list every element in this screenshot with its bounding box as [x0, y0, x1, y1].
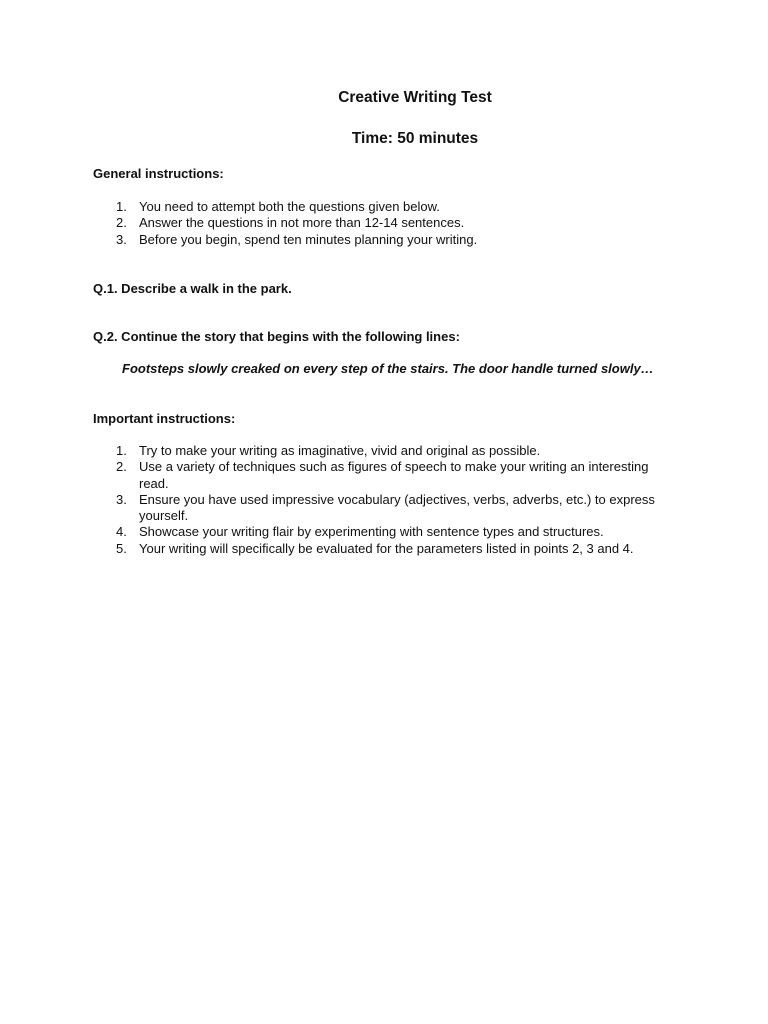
list-item-number: 3.	[116, 231, 127, 247]
list-item-number: 2.	[116, 215, 127, 231]
list-item	[93, 459, 673, 492]
time-limit: Time: 50 minutes	[351, 130, 479, 147]
list-item-number: 2.	[116, 459, 127, 475]
list-item	[93, 443, 673, 459]
list-item	[93, 232, 673, 248]
question-1: Q.1. Describe a walk in the park.	[93, 281, 292, 296]
list-item-number: 3.	[116, 491, 127, 507]
list-item-text: Answer the questions in not more than 12-14 sentences.	[139, 215, 465, 231]
list-item-text: Try to make your writing as imaginative, vivid and original as possible.	[139, 443, 541, 458]
question-2: Q.2. Continue the story that begins with the following lines:	[93, 329, 460, 344]
general-instructions-list	[93, 199, 673, 248]
list-item	[93, 524, 673, 540]
general-instructions-heading: General instructions:	[93, 166, 224, 181]
list-item	[93, 492, 673, 525]
list-item-text: You need to attempt both the questions given below.	[139, 199, 440, 214]
list-item-text: Showcase your writing flair by experimenting with sentence types and structures.	[139, 524, 604, 540]
list-item-text: Your writing will specifically be evaluated for the parameters listed in points 2, 3 and 4.	[139, 540, 634, 556]
list-item	[93, 199, 673, 215]
list-item-number: 4.	[116, 524, 127, 540]
list-item	[93, 541, 673, 557]
important-instructions-heading: Important instructions:	[93, 411, 236, 426]
list-item-number: 5.	[116, 540, 127, 556]
story-prompt-quote: Footsteps slowly creaked on every step of the stairs. The door handle turned slowly…	[122, 361, 654, 376]
list-item-text: Use a variety of techniques such as figures of speech to make your writing an interesting read.	[139, 459, 649, 491]
list-item-text: Ensure you have used impressive vocabulary (adjectives, verbs, adverbs, etc.) to express yourself.	[139, 491, 655, 524]
list-item-number: 1.	[116, 443, 127, 458]
list-item-text: Before you begin, spend ten minutes planning your writing.	[139, 231, 478, 247]
list-item-number: 1.	[116, 199, 127, 214]
important-instructions-list	[93, 443, 673, 557]
list-item	[93, 215, 673, 231]
page-title: Creative Writing Test	[338, 89, 492, 106]
